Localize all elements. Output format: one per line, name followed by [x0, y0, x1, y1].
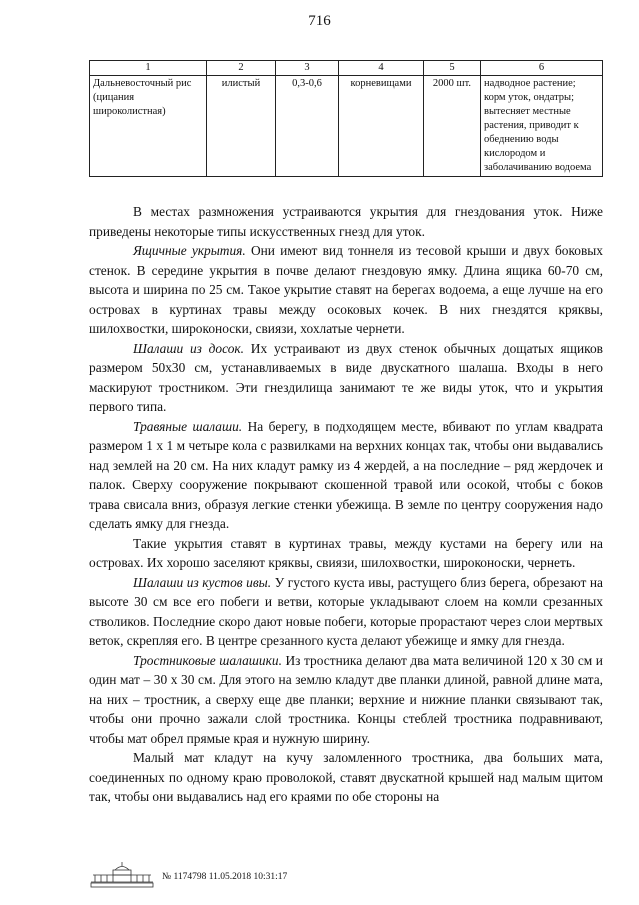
government-building-logo — [89, 860, 155, 888]
paragraph-text: В местах размножения устраиваются укрытия для гнездования уток. Ниже приведены некоторые типы искусственных гнезд для уток. — [89, 204, 603, 239]
paragraph — [89, 534, 603, 573]
paragraph-text: Малый мат кладут на кучу заломленного тростника, два больших мата, соединенных по одному краю проволокой, ставят двускатной крышей над малым щитом так, чтобы они выдавались над его краями по обе стороны на — [89, 750, 603, 804]
paragraph — [89, 241, 603, 339]
depth-cell: 0,3-0,6 — [276, 76, 339, 177]
paragraph-text: У густого куста ивы, растущего близ берега, обрезают на высоте 30 см все его побеги и ветви, которые укладывают слоем на комли срезанных стволиков. Последние скоро дают новые побеги, которые прорастают через слои мертвых веток, скрепляя его. В центре срезанного куста делают убежище и ямку для гнезда. — [89, 574, 603, 648]
paragraph — [89, 339, 603, 417]
paragraph-lead: Травяные шалаши. — [133, 418, 243, 434]
paragraph-text: Их устраивают из двух стенок обычных дощатых ящиков размером 50х30 см, устанавливаемых в виде двускатного шалаша. Входы в него маскируют тростником. Эти гнездилища занимают те же виды уток, что и укрытия первого типа. — [89, 340, 603, 414]
paragraph — [89, 651, 603, 749]
plants-table — [89, 60, 603, 177]
page-number: 716 — [308, 13, 331, 29]
table-header-cell: 6 — [481, 61, 603, 76]
propagation-cell: корневищами — [339, 76, 424, 177]
table-header-cell: 3 — [276, 61, 339, 76]
table-header-cell: 5 — [424, 61, 481, 76]
paragraph-lead: Шалаши из кустов ивы. — [133, 574, 272, 590]
table-header-cell: 4 — [339, 61, 424, 76]
paragraph-lead: Шалаши из досок. — [133, 340, 245, 356]
paragraph-lead: Ящичные укрытия. — [133, 243, 246, 258]
paragraph-lead: Тростниковые шалашики. — [133, 652, 282, 668]
table-header-row — [90, 61, 603, 76]
paragraph — [89, 573, 603, 651]
body-text — [89, 202, 603, 807]
paragraph-text: Из тростника делают два мата величиной 120 х 30 см и один мат – 30 х 30 см. Для этого на землю кладут две планки длиной, равной длине мата, на них – тростник, а сверху еще две планки; верхние и нижние планки связывают так, чтобы они прочно зажали слой тростника. Концы стеблей тростника подравнивают, чтобы мат обрел прямые края и нужную ширину. — [89, 652, 603, 746]
document-id: № 1174798 11.05.2018 10:31:17 — [162, 872, 288, 882]
notes-cell: надводное растение; корм уток, ондатры; вытесняет местные растения, приводит к обеднению воды кислородом и заболачиванию водоема — [481, 76, 603, 177]
paragraph-text: На берегу, в подходящем месте, вбивают по углам квадрата размером 1 х 1 м четыре кола с развилками на верхних концах так, чтобы они выдавались над землей на 20 см. На них кладут рамку из 4 жердей, а на последние – ряд жердочек и палок. Сверху сооружение покрывают скошенной травой или осокой, чтобы с боков трава свисала вниз, образуя легкие стенки убежища. В земле по центру сооружения надо сделать ямку для гнезда. — [89, 418, 603, 531]
table-row — [90, 76, 603, 177]
footer — [89, 860, 389, 890]
soil-cell: илистый — [207, 76, 276, 177]
table-header-cell: 2 — [207, 61, 276, 76]
table-header-cell: 1 — [90, 61, 207, 76]
paragraph-text: Такие укрытия ставят в куртинах травы, между кустами на берегу или на островах. Их хорошо заселяют кряквы, свиязи, шилохвостки, широконоски, чернеть. — [89, 535, 603, 570]
paragraph-text: Они имеют вид тоннеля из тесовой крыши и двух боковых стенок. В середине укрытия в почве делают гнездовую ямку. Длина ящика 60-70 см, высота и ширина по 25 см. Такое укрытие ставят на берегах водоема, а еще лучше на его островах в куртинах травы между осоковых кочек. В них гнездятся кряквы, шилохвостки, широконоски, свиязи, хохлатые чернети. — [89, 243, 603, 336]
quantity-cell: 2000 шт. — [424, 76, 481, 177]
paragraph — [89, 748, 603, 807]
plant-name-cell: Дальневосточный рис (цицания широколистная) — [90, 76, 207, 177]
paragraph — [89, 417, 603, 534]
paragraph — [89, 202, 603, 241]
